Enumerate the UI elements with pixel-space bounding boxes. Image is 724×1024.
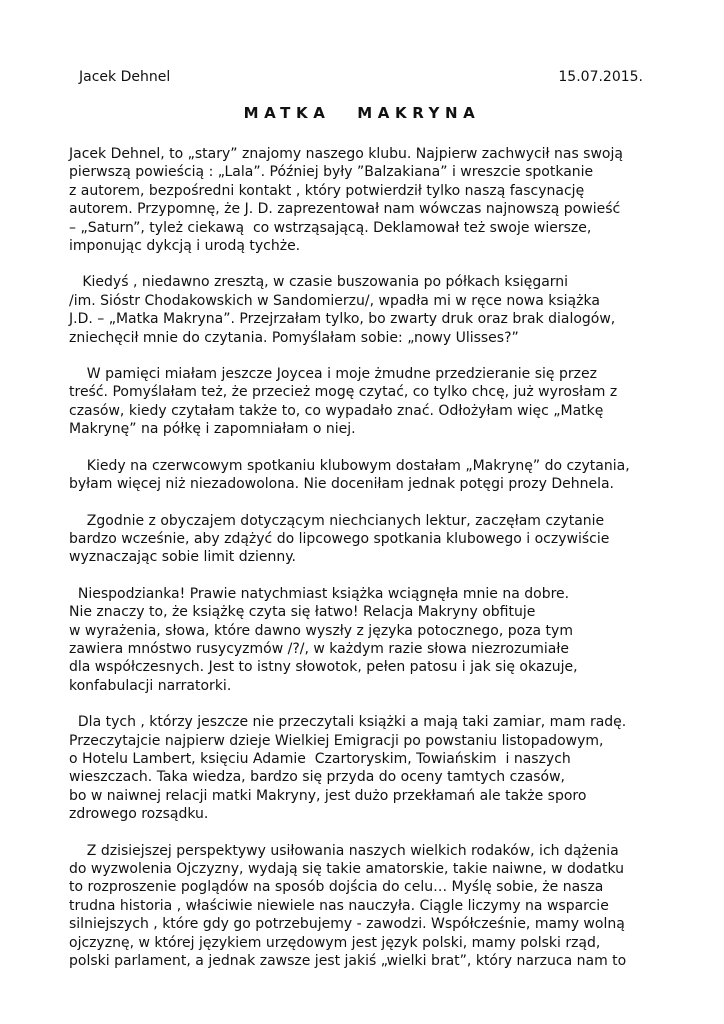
paragraph: [69, 273, 659, 347]
text-line: to rozproszenie poglądów na sposób dojścia do celu… Myślę sobie, że nasza: [69, 879, 604, 896]
text-line: /im. Sióstr Chodakowskich w Sandomierzu/, wpadła mi w ręce nowa książka: [69, 292, 600, 309]
paragraph: [69, 457, 659, 494]
text-line: do wyzwolenia Ojczyzny, wydają się takie amatorskie, takie naiwne, w dodatku: [69, 861, 625, 877]
text-line: Kiedyś , niedawno zresztą, w czasie buszowania po półkach księgarni: [69, 274, 569, 291]
text-line: zawiera mnóstwo rusycyzmów /?/, w każdym razie słowa niezrozumiałe: [69, 640, 569, 657]
text-line: czasów, kiedy czytałam także to, co wypadało znać. Odłożyłam więc „Matkę: [69, 402, 604, 419]
text-line: byłam więcej niż niezadowolona. Nie doceniłam jednak potęgi prozy Dehnela.: [69, 476, 614, 493]
text-line: konfabulacji narratorki.: [69, 677, 232, 694]
text-line: Przeczytajcie najpierw dzieje Wielkiej Emigracji po powstaniu listopadowym,: [69, 732, 604, 749]
text-line: Dla tych , którzy jeszcze nie przeczytali książki a mają taki zamiar, mam radę.: [69, 714, 627, 731]
text-line: imponując dykcją i urodą tychże.: [69, 238, 301, 255]
text-line: Jacek Dehnel, to „stary” znajomy naszego klubu. Najpierw zachwycił nas swoją: [69, 146, 623, 162]
text-line: pierwszą powieścią : „Lala”. Później były ”Balzakiana” i wreszcie spotkanie: [69, 164, 594, 181]
text-line: trudna historia , właściwie niewiele nas nauczyła. Ciągle liczymy na wsparcie: [69, 897, 609, 914]
text-line: treść. Pomyślałam też, że przecież mogę czytać, co tylko chcę, już wyrosłam z: [69, 384, 618, 401]
text-line: o Hotelu Lambert, księciu Adamie Czartoryskim, Towiańskim i naszych: [69, 750, 571, 767]
text-line: silniejszych , które gdy go potrzebujemy - zawodzi. Współcześnie, mamy wolną: [69, 916, 625, 933]
document-body: [69, 145, 659, 988]
text-line: Zgodnie z obyczajem dotyczącym niechcianych lektur, zaczęłam czytanie: [69, 512, 605, 529]
text-line: Nie znaczy to, że książkę czyta się łatwo! Relacja Makryny obfituje: [69, 604, 536, 621]
text-line: zniechęcił mnie do czytania. Pomyślałam sobie: „nowy Ulisses?”: [69, 329, 519, 346]
paragraph: [69, 585, 659, 695]
text-line: Z dzisiejszej perspektywy usiłowania naszych wielkich rodaków, ich dążenia: [69, 842, 619, 859]
document-date: 15.07.2015.: [558, 69, 643, 85]
text-line: Niespodzianka! Prawie natychmiast książka wciągnęła mnie na dobre.: [69, 585, 570, 602]
paragraph: [69, 145, 659, 255]
text-line: Kiedy na czerwcowym spotkaniu klubowym dostałam „Makrynę” do czytania,: [69, 457, 630, 474]
text-line: W pamięci miałam jeszcze Joycea i moje żmudne przedzieranie się przez: [69, 366, 597, 383]
text-line: Makrynę” na półkę i zapomniałam o niej.: [69, 421, 356, 438]
text-line: wyznaczając sobie limit dzienny.: [69, 549, 296, 566]
text-line: ojczyznę, w której językiem urzędowym jest język polski, mamy polski rząd,: [69, 934, 601, 951]
author-name: Jacek Dehnel: [79, 69, 171, 85]
paragraph: [69, 713, 659, 823]
paragraph: [69, 842, 659, 971]
text-line: zdrowego rozsądku.: [69, 806, 209, 823]
text-line: wieszczach. Taka wiedza, bardzo się przyda do oceny tamtych czasów,: [69, 769, 566, 786]
text-line: bo w naiwnej relacji matki Makryny, jest dużo przekłamań ale także sporo: [69, 787, 587, 804]
paragraph: [69, 512, 659, 567]
document-title: MATKA MAKRYNA: [243, 104, 481, 122]
text-line: bardzo wcześnie, aby zdążyć do lipcowego spotkania klubowego i oczywiście: [69, 530, 610, 547]
text-line: autorem. Przypomnę, że J. D. zaprezentował nam wówczas najnowszą powieść: [69, 201, 621, 218]
document-header: [79, 69, 643, 89]
text-line: dla współczesnych. Jest to istny słowotok, pełen patosu i jak się okazuje,: [69, 659, 578, 676]
text-line: w wyrażenia, słowa, które dawno wyszły z języka potocznego, poza tym: [69, 622, 573, 639]
text-line: – „Saturn”, tyleż ciekawą co wstrząsającą. Deklamował też swoje wiersze,: [69, 219, 592, 236]
text-line: polski parlament, a jednak zawsze jest jakiś „wielki brat”, który narzuca nam to: [69, 953, 627, 970]
text-line: J.D. – „Matka Makryna”. Przejrzałam tylko, bo zwarty druk oraz brak dialogów,: [69, 311, 616, 328]
text-line: z autorem, bezpośredni kontakt , który potwierdził tylko naszą fascynację: [69, 182, 585, 199]
paragraph: [69, 365, 659, 439]
